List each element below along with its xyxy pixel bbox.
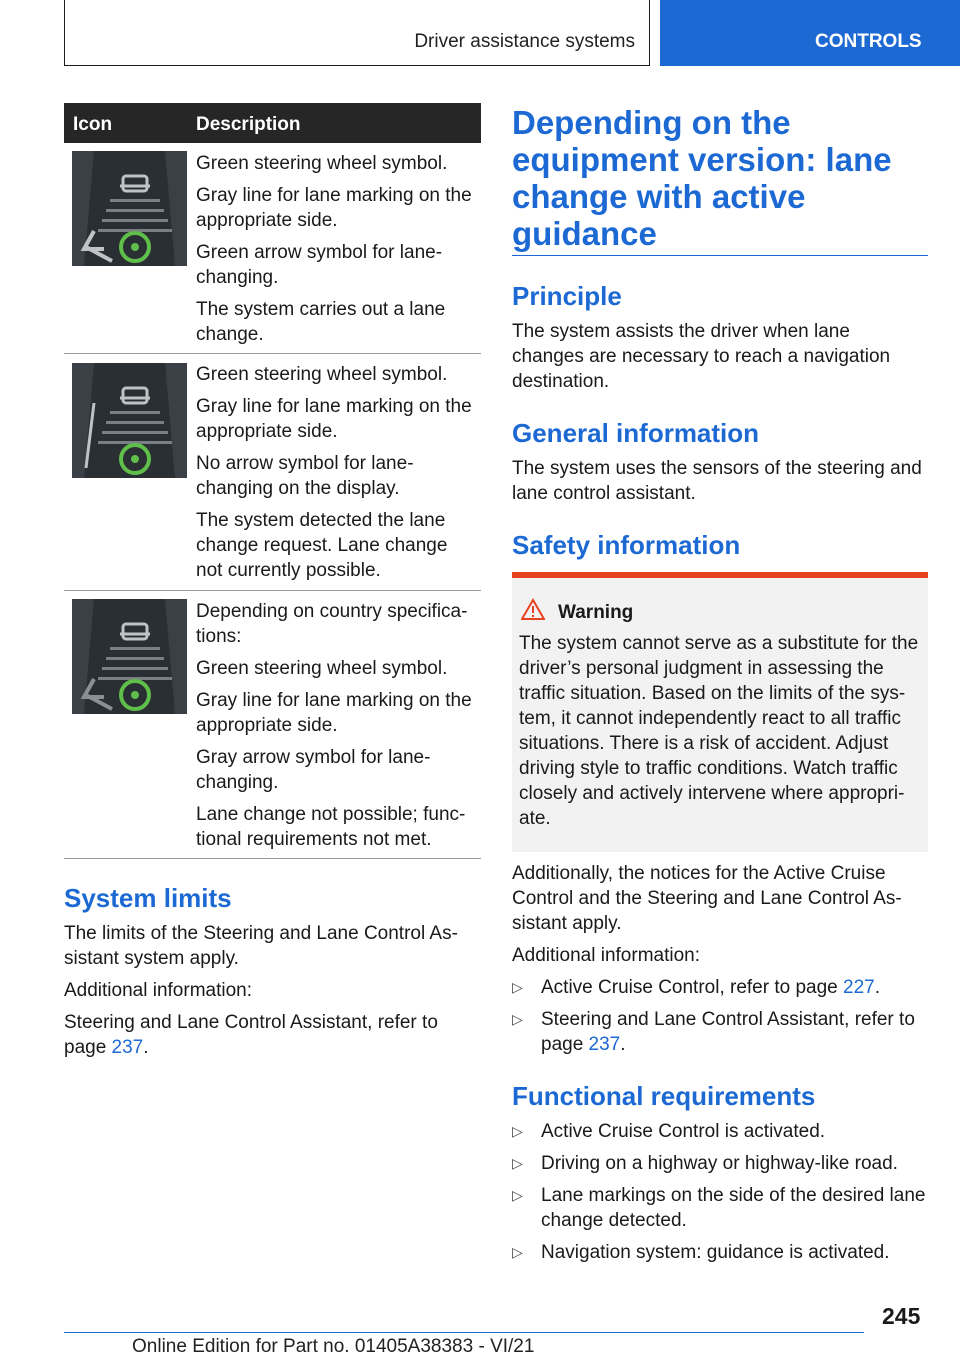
list-item-text: Lane markings on the side of the desired lane change detected. [541,1185,926,1231]
desc-line: Green steering wheel symbol. [196,153,448,174]
additional-notices: Additionally, the notices for the Active Cruise Control and the Steering and Lane Control As-sistant apply. [512,863,902,934]
desc-line: The system detected the lane change request. Lane change not currently possible. [196,510,448,581]
bullet-arrow-icon: ▷ [512,1244,523,1260]
list-item-text: Active Cruise Control is activated. [541,1121,826,1142]
list-item-text: Driving on a highway or highway-like road. [541,1153,898,1174]
warning-text: The system cannot serve as a substitute for the driver’s personal judgment in assessing the traffic situation. Based on the limits of the sys-tem, it cannot independently react to all traffic situations. There is a risk of accident. Adjust driving style to traffic conditions. Watch traffic closely and actively intervene where appropri-ate. [519,633,919,829]
general-info-heading: General information [512,418,760,448]
page-number: 245 [882,1303,921,1329]
system-limits-reference [64,1010,474,1060]
list-item-text: Navigation system: guidance is activated. [541,1242,890,1263]
lane-change-no-arrow-icon [72,363,187,478]
bullet-arrow-icon: ▷ [512,1187,523,1203]
warning-box [512,572,928,852]
warning-title: Warning [558,602,634,623]
table-header-icon: Icon [73,114,113,135]
system-limits-text: The limits of the Steering and Lane Control As-sistant system apply. [64,923,458,969]
row-description [196,362,476,590]
desc-line: Green steering wheel symbol. [196,658,448,679]
lane-change-left-gray-arrow-icon [72,599,187,714]
reference-text: Active Cruise Control, refer to page [541,977,844,998]
lane-change-left-green-arrow-icon [72,151,187,266]
reference-end: . [143,1037,149,1058]
header-chapter-title: CONTROLS [815,31,922,52]
desc-line: Gray line for lane marking on the appropriate side. [196,185,472,231]
table-header-description: Description [196,114,301,135]
desc-line: Gray arrow symbol for lane-changing. [196,747,431,793]
bullet-arrow-icon: ▷ [512,979,523,995]
title-divider [512,255,928,256]
footer-edition: Online Edition for Part no. 01405A38383 - VI/21 [132,1336,535,1357]
bullet-arrow-icon: ▷ [512,1155,523,1171]
reference-end: . [620,1034,626,1055]
reference-text: Steering and Lane Control Assistant, refer to page [541,1009,915,1055]
page-link[interactable]: 227 [843,977,875,998]
table-row [64,591,481,859]
header-section-box [64,0,650,66]
safety-info-heading: Safety information [512,530,741,560]
row-description [196,599,476,859]
additional-info-label: Additional information: [512,945,700,966]
footer-divider [64,1332,864,1333]
table-row [64,143,481,354]
header-section-title: Driver assistance systems [414,31,635,52]
desc-line: Depending on country specifica-tions: [196,601,468,647]
page-link[interactable]: 237 [588,1034,621,1055]
desc-line: Green arrow symbol for lane-changing. [196,242,443,288]
desc-line: Gray line for lane marking on the appropriate side. [196,690,472,736]
desc-line: Green steering wheel symbol. [196,364,448,385]
header-chapter-tab[interactable] [660,0,960,66]
row-description [196,151,476,354]
principle-heading: Principle [512,281,622,311]
reference-text: Steering and Lane Control Assistant, refer to page [64,1012,438,1058]
desc-line: Gray line for lane marking on the appropriate side. [196,396,472,442]
desc-line: No arrow symbol for lane-changing on the display. [196,453,414,499]
list-item-text [541,1007,931,1057]
desc-line: The system carries out a lane change. [196,299,446,345]
table-header [64,103,481,143]
functional-requirements-heading: Functional requirements [512,1081,816,1111]
warning-triangle-icon [521,598,545,620]
list-item-text [541,975,931,1000]
general-info-text: The system uses the sensors of the steering and lane control assistant. [512,458,922,504]
section-title: Depending on the equipment version: lane change with active guidance [512,104,892,252]
bullet-arrow-icon: ▷ [512,1011,523,1027]
system-limits-heading: System limits [64,883,232,913]
reference-end: . [874,977,881,998]
table-row [64,354,481,591]
desc-line: Lane change not possible; func-tional requirements not met. [196,804,466,850]
system-limits-additional: Additional information: [64,980,252,1001]
bullet-arrow-icon: ▷ [512,1123,523,1139]
page-link[interactable]: 237 [111,1037,144,1058]
principle-text: The system assists the driver when lane changes are necessary to reach a navigation destination. [512,321,891,392]
